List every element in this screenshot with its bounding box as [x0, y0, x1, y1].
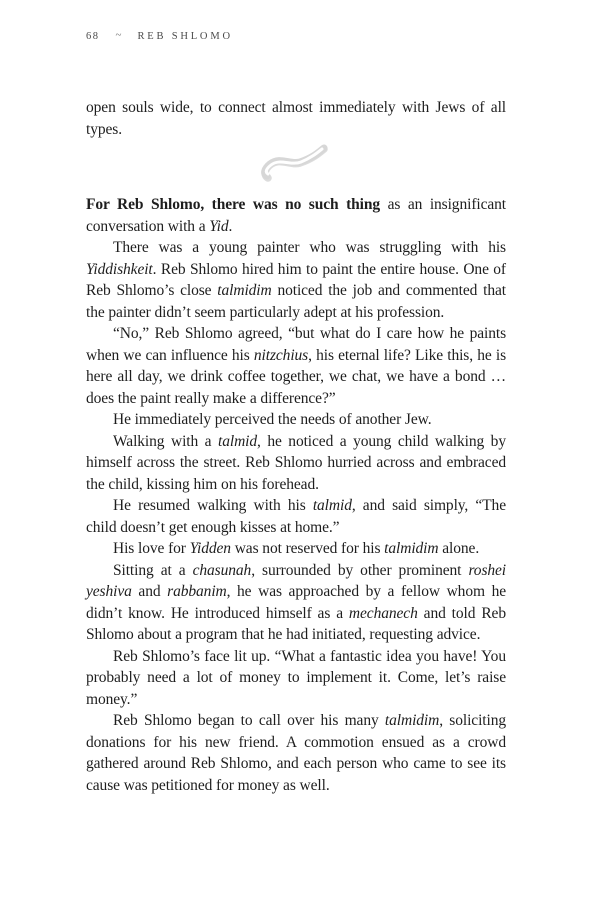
text-run-normal: , and said simply, “The child doesn’t get enough kisses at home.”	[86, 497, 506, 536]
text-run-normal: as an insignificant conversation with a	[86, 196, 506, 235]
section-divider-swash-ornament	[86, 143, 506, 185]
text-run-normal: was not reserved for his	[230, 540, 385, 557]
text-run-normal: Sitting at a	[113, 561, 193, 579]
paragraph	[86, 97, 506, 140]
text-run-italic: Yid	[209, 217, 229, 235]
text-run-italic: talmid	[218, 432, 258, 450]
paragraph	[86, 560, 506, 646]
text-run-italic: Yiddishkeit	[86, 260, 153, 278]
text-run-bold: For Reb Shlomo, there was no such thing	[86, 196, 381, 213]
text-run-normal: Walking with a	[113, 432, 218, 450]
text-run-italic: roshei yeshiva	[86, 561, 507, 600]
text-run-normal: “No,” Reb Shlomo agreed, “but what do I care how he paints when we can influence his	[86, 325, 506, 364]
text-run-italic: Yidden	[189, 540, 231, 557]
paragraph	[86, 646, 506, 711]
intro-text-block	[86, 97, 506, 140]
text-run-normal: alone.	[438, 540, 480, 557]
text-run-italic: talmidim	[384, 712, 440, 729]
paragraph	[86, 710, 506, 796]
text-run-normal: Reb Shlomo began to call over his many	[113, 712, 385, 729]
page-number: 68	[86, 31, 100, 42]
text-run-normal: , he was approached by a fellow whom he didn’t know. He introduced himself as a	[86, 583, 506, 622]
text-run-normal: and	[131, 583, 168, 600]
text-run-italic: chasunah	[192, 561, 252, 579]
text-run-normal: .	[228, 217, 233, 235]
swash-tilde-icon	[254, 144, 338, 184]
text-run-italic: talmidim	[384, 540, 439, 557]
text-run-normal: , he noticed a young child walking by himself across the street. Reb Shlomo hurried across and embraced the child, kissing him on his forehead.	[86, 432, 506, 493]
header-separator-tilde: ~	[115, 29, 122, 41]
body-text-block	[86, 194, 506, 796]
text-run-normal: His love for	[113, 540, 190, 557]
text-run-normal: Reb Shlomo’s face lit up. “What a fantastic idea you have! You probably need a lot of money to implement it. Come, let’s raise money.”	[86, 647, 506, 708]
text-run-normal: He resumed walking with his	[113, 497, 313, 514]
text-run-normal: , his eternal life? Like this, he is here all day, we drink coffee together, we chat, we have a bond … does the paint really make a difference?”	[86, 346, 507, 407]
paragraph	[86, 194, 506, 237]
paragraph	[86, 237, 506, 323]
text-run-normal: noticed the job and commented that the painter didn’t seem particularly adept at his profession.	[86, 282, 506, 321]
paragraph	[86, 495, 506, 538]
running-head-title: REB SHLOMO	[137, 31, 233, 42]
text-run-italic: talmidim	[217, 282, 272, 299]
text-run-italic: talmid	[312, 497, 352, 514]
text-run-normal: and told Reb Shlomo about a program that he had initiated, requesting advice.	[86, 604, 506, 643]
text-run-italic: mechanech	[348, 604, 418, 622]
text-run-normal: , surrounded by other prominent	[251, 561, 469, 579]
text-run-normal: He immediately perceived the needs of another Jew.	[113, 411, 432, 428]
running-header	[86, 30, 233, 42]
text-run-normal: , soliciting donations for his new friend. A commotion ensued as a crowd gathered around Reb Shlomo, and each person who came to see its cause was petitioned for money as well.	[86, 712, 506, 794]
text-run-normal: open souls wide, to connect almost immediately with Jews of all types.	[86, 99, 506, 138]
paragraph	[86, 431, 506, 496]
text-run-normal: . Reb Shlomo hired him to paint the entire house. One of Reb Shlomo’s close	[86, 260, 506, 299]
text-run-normal: There was a young painter who was struggling with his	[113, 239, 506, 256]
paragraph	[86, 409, 506, 431]
paragraph	[86, 323, 506, 409]
paragraph	[86, 538, 506, 560]
text-run-italic: nitzchius	[253, 346, 309, 364]
text-run-italic: rabbanim	[167, 583, 227, 600]
